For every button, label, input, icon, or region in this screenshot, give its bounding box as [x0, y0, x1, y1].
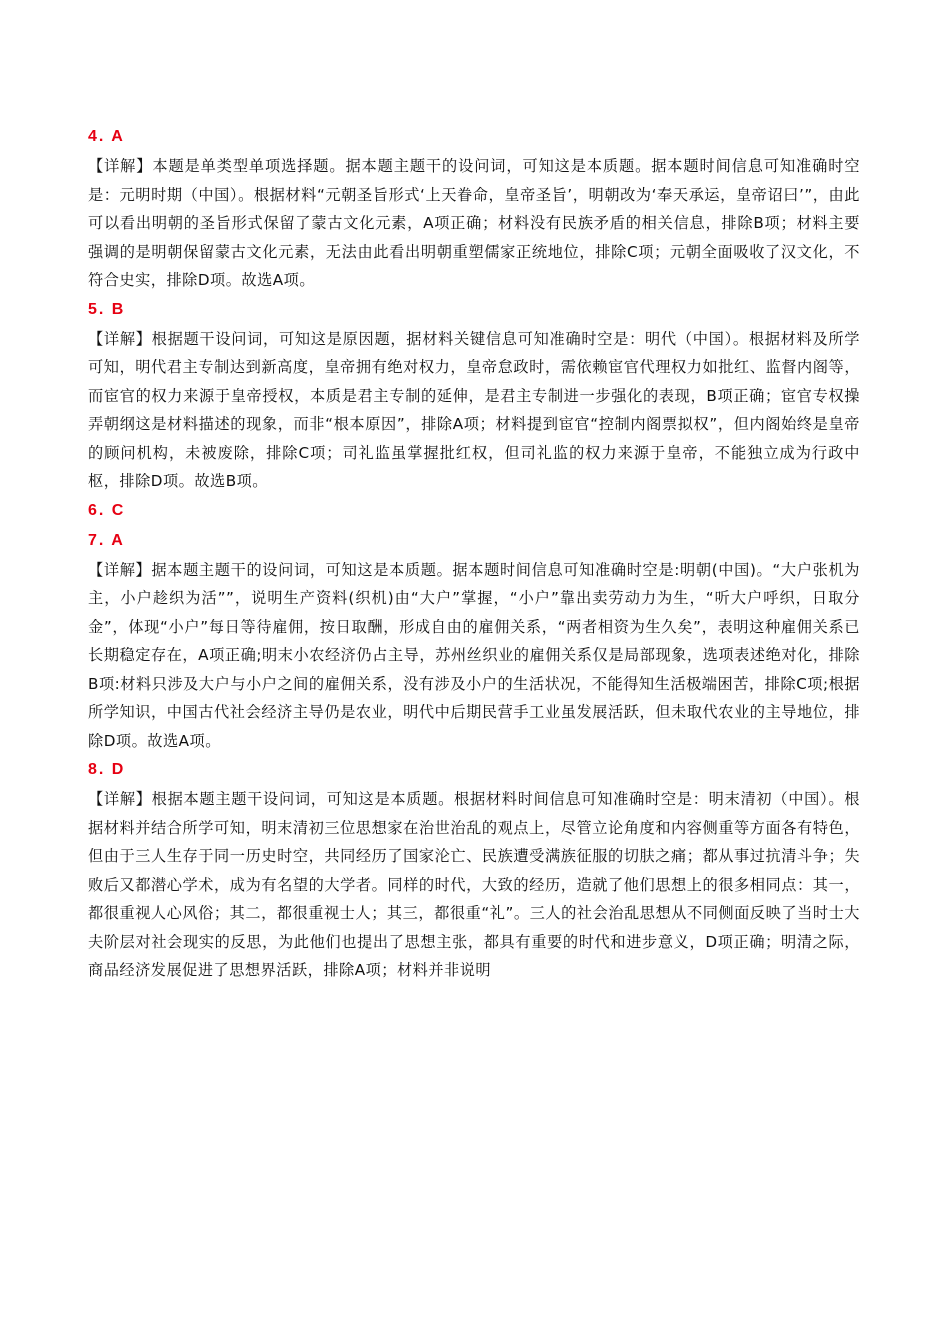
explanation-8: 【详解】根据本题主题干设问词，可知这是本质题。根据材料时间信息可知准确时空是：明末清初（中国）。根据材料并结合所学可知，明末清初三位思想家在治世治乱的观点上，尽管立论角度和内容侧重等方面各有特色，但由于三人生存于同一历史时空，共同经历了国家沦亡、民族遭受满族征服的切肤之痛；都从事过抗清斗争；失败后又都潜心学术，成为有名望的大学者。同样的时代，大致的经历，造就了他们思想上的很多相同点：其一，都很重视人心风俗；其二，都很重视士人；其三，都很重“礼”。三人的社会治乱思想从不同侧面反映了当时士大夫阶层对社会现实的反思，为此他们也提出了思想主张，都具有重要的时代和进步意义，D项正确；明清之际，商品经济发展促进了思想界活跃，排除A项；材料并非说明 — [88, 790, 860, 979]
answer-5: 5. B — [88, 300, 126, 318]
explanation-7: 【详解】据本题主题干的设问词，可知这是本质题。据本题时间信息可知准确时空是:明朝(中国)。“大户张机为主，小户趁织为活””，说明生产资料(织机)由“大户”掌握，“小户”靠出卖劳动力为生，“听大户呼织，日取分金”，体现“小户”每日等待雇佣，按日取酬，形成自由的雇佣关系，“两者相资为生久矣”，表明这种雇佣关系已长期稳定存在，A项正确;明末小农经济仍占主导，苏州丝织业的雇佣关系仅是局部现象，选项表述绝对化，排除B项:材料只涉及大户与小户之间的雇佣关系，没有涉及小户的生活状况，不能得知生活极端困苦，排除C项;根据所学知识，中国古代社会经济主导仍是农业，明代中后期民营手工业虽发展活跃，但未取代农业的主导地位，排除D项。故选A项。 — [88, 560, 860, 750]
explanation-5: 【详解】根据题干设问词，可知这是原因题，据材料关键信息可知准确时空是：明代（中国）。根据材料及所学可知，明代君主专制达到新高度，皇帝拥有绝对权力，皇帝怠政时，需依赖宦官代理权力如批红、监督内阁等，而宦官的权力来源于皇帝授权，本质是君主专制的延伸，是君主专制进一步强化的表现，B项正确；宦官专权操弄朝纲这是材料描述的现象，而非“根本原因”，排除A项；材料提到宦官“控制内阁票拟权”，但内阁始终是皇帝的顾问机构，未被废除，排除C项；司礼监虽掌握批红权，但司礼监的权力来源于皇帝，不能独立成为行政中枢，排除D项。故选B项。 — [88, 329, 860, 490]
answer-8: 8. D — [88, 761, 126, 778]
explanation-4: 【详解】本题是单类型单项选择题。据本题主题干的设问词，可知这是本质题。据本题时间信息可知准确时空是：元明时期（中国）。根据材料“元朝圣旨形式‘上天眷命，皇帝圣旨’，明朝改为‘奉天承运，皇帝诏曰’”，由此可以看出明朝的圣旨形式保留了蒙古文化元素，A项正确；材料没有民族矛盾的相关信息，排除B项；材料主要强调的是明朝保留蒙古文化元素，无法由此看出明朝重塑儒家正统地位，排除C项；元朝全面吸收了汉文化，不符合史实，排除D项。故选A项。 — [88, 157, 860, 289]
answer-4: 4. A — [88, 128, 125, 145]
answer-key-page — [88, 122, 860, 985]
answer-6: 6. C — [88, 501, 126, 519]
answer-7: 7. A — [88, 531, 125, 549]
